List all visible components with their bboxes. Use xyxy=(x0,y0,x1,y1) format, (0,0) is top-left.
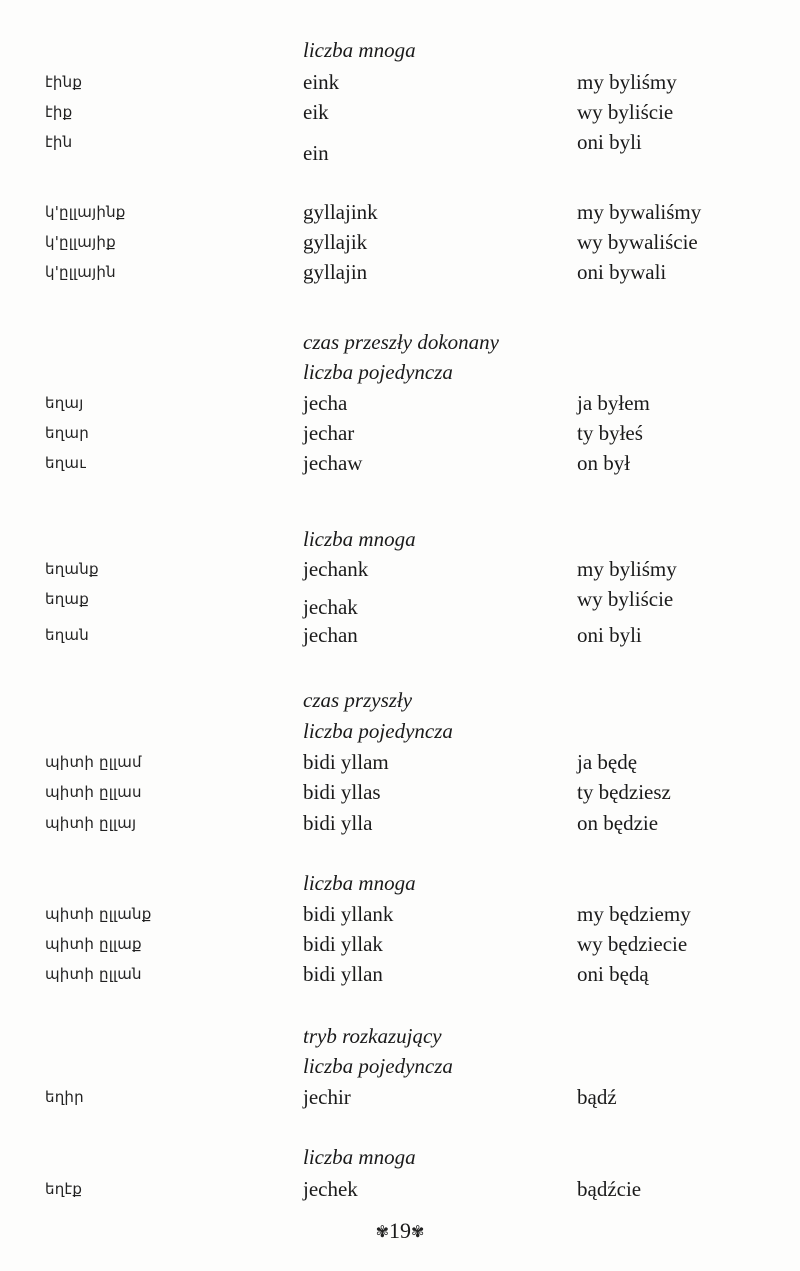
armenian-form: պիտի ըլլայ xyxy=(45,814,137,832)
armenian-form: պիտի ըլլաս xyxy=(45,783,142,801)
transliteration: bidi yllam xyxy=(303,750,389,774)
polish-translation: ja będę xyxy=(577,750,638,774)
transliteration: bidi yllak xyxy=(303,932,383,956)
polish-translation: ty będziesz xyxy=(577,780,671,804)
polish-translation: bądź xyxy=(577,1085,617,1109)
section-heading-plural: liczba mnoga xyxy=(303,871,416,895)
transliteration: gyllajink xyxy=(303,200,378,224)
conjugation-row xyxy=(0,420,800,446)
section-heading-future: czas przyszły xyxy=(303,688,413,712)
conjugation-row xyxy=(0,810,800,836)
polish-translation: ja byłem xyxy=(577,391,650,415)
polish-translation: on będzie xyxy=(577,811,659,835)
conjugation-row xyxy=(0,1176,800,1202)
polish-translation: wy byliście xyxy=(577,100,674,124)
armenian-form: կ'ըլլայիք xyxy=(45,233,116,251)
conjugation-row xyxy=(0,259,800,285)
conjugation-row xyxy=(0,779,800,805)
polish-translation: oni byli xyxy=(577,623,642,647)
transliteration: gyllajin xyxy=(303,260,368,284)
transliteration: bidi yllan xyxy=(303,962,383,986)
section-heading-plural: liczba mnoga xyxy=(303,1145,416,1169)
conjugation-row xyxy=(0,129,800,165)
conjugation-row xyxy=(0,901,800,927)
polish-translation: ty byłeś xyxy=(577,421,643,445)
transliteration: jechak xyxy=(303,595,358,619)
transliteration: jecha xyxy=(303,391,348,415)
polish-translation: oni byli xyxy=(577,130,642,154)
transliteration: ein xyxy=(303,141,329,165)
transliteration: bidi yllas xyxy=(303,780,381,804)
polish-translation: oni bywali xyxy=(577,260,667,284)
armenian-form: պիտի ըլլանք xyxy=(45,905,152,923)
armenian-form: պիտի ըլլամ xyxy=(45,753,142,771)
transliteration: jechaw xyxy=(303,451,363,475)
polish-translation: wy będziecie xyxy=(577,932,688,956)
section-heading-plural: liczba mnoga xyxy=(303,527,416,551)
polish-translation: my byliśmy xyxy=(577,557,677,581)
polish-translation: oni będą xyxy=(577,962,649,986)
page-number xyxy=(0,1217,800,1247)
transliteration: gyllajik xyxy=(303,230,368,254)
conjugation-row xyxy=(0,961,800,987)
armenian-form: էին xyxy=(45,133,73,151)
ornament-right-icon: ✾ xyxy=(411,1224,425,1241)
polish-translation: my będziemy xyxy=(577,902,691,926)
conjugation-row xyxy=(0,586,800,619)
transliteration: eink xyxy=(303,70,340,94)
conjugation-row xyxy=(0,69,800,95)
ornament-left-icon: ✾ xyxy=(375,1224,389,1241)
armenian-form: պիտի ըլլաք xyxy=(45,935,142,953)
armenian-form: եղայ xyxy=(45,394,84,412)
transliteration: bidi yllank xyxy=(303,902,394,926)
section-heading-imperative: tryb rozkazujący xyxy=(303,1024,442,1048)
transliteration: jechir xyxy=(303,1085,351,1109)
section-heading-plural: liczba mnoga xyxy=(303,38,416,62)
polish-translation: bądźcie xyxy=(577,1177,642,1201)
section-heading-past-perfect: czas przeszły dokonany xyxy=(303,330,499,354)
armenian-form: եղան xyxy=(45,626,89,644)
transliteration: jechek xyxy=(303,1177,358,1201)
armenian-form: էինք xyxy=(45,73,83,91)
conjugation-row xyxy=(0,229,800,255)
conjugation-row xyxy=(0,749,800,775)
polish-translation: my byliśmy xyxy=(577,70,677,94)
conjugation-row xyxy=(0,622,800,648)
armenian-form: եղաք xyxy=(45,590,89,608)
transliteration: jechank xyxy=(303,557,369,581)
polish-translation: on był xyxy=(577,451,631,475)
transliteration: jechar xyxy=(303,421,355,445)
armenian-form: եղար xyxy=(45,424,89,442)
transliteration: jechan xyxy=(303,623,358,647)
transliteration: eik xyxy=(303,100,329,124)
section-heading-singular: liczba pojedyncza xyxy=(303,1054,453,1078)
page-number-text: 19 xyxy=(389,1218,411,1243)
armenian-form: պիտի ըլլան xyxy=(45,965,142,983)
armenian-form: կ'ըլլայինք xyxy=(45,203,126,221)
conjugation-row xyxy=(0,450,800,476)
conjugation-row xyxy=(0,390,800,416)
conjugation-row xyxy=(0,556,800,582)
section-heading-singular: liczba pojedyncza xyxy=(303,360,453,384)
armenian-form: կ'ըլլային xyxy=(45,263,116,281)
armenian-form: եղանք xyxy=(45,560,99,578)
polish-translation: my bywaliśmy xyxy=(577,200,702,224)
transliteration: bidi ylla xyxy=(303,811,373,835)
polish-translation: wy byliście xyxy=(577,587,674,611)
conjugation-row xyxy=(0,199,800,225)
armenian-form: եղիր xyxy=(45,1088,84,1106)
armenian-form: էիք xyxy=(45,103,73,121)
armenian-form: եղաւ xyxy=(45,454,86,472)
armenian-form: եղէք xyxy=(45,1180,83,1198)
conjugation-row xyxy=(0,931,800,957)
section-heading-singular: liczba pojedyncza xyxy=(303,719,453,743)
conjugation-row xyxy=(0,1084,800,1110)
conjugation-row xyxy=(0,99,800,125)
polish-translation: wy bywaliście xyxy=(577,230,698,254)
